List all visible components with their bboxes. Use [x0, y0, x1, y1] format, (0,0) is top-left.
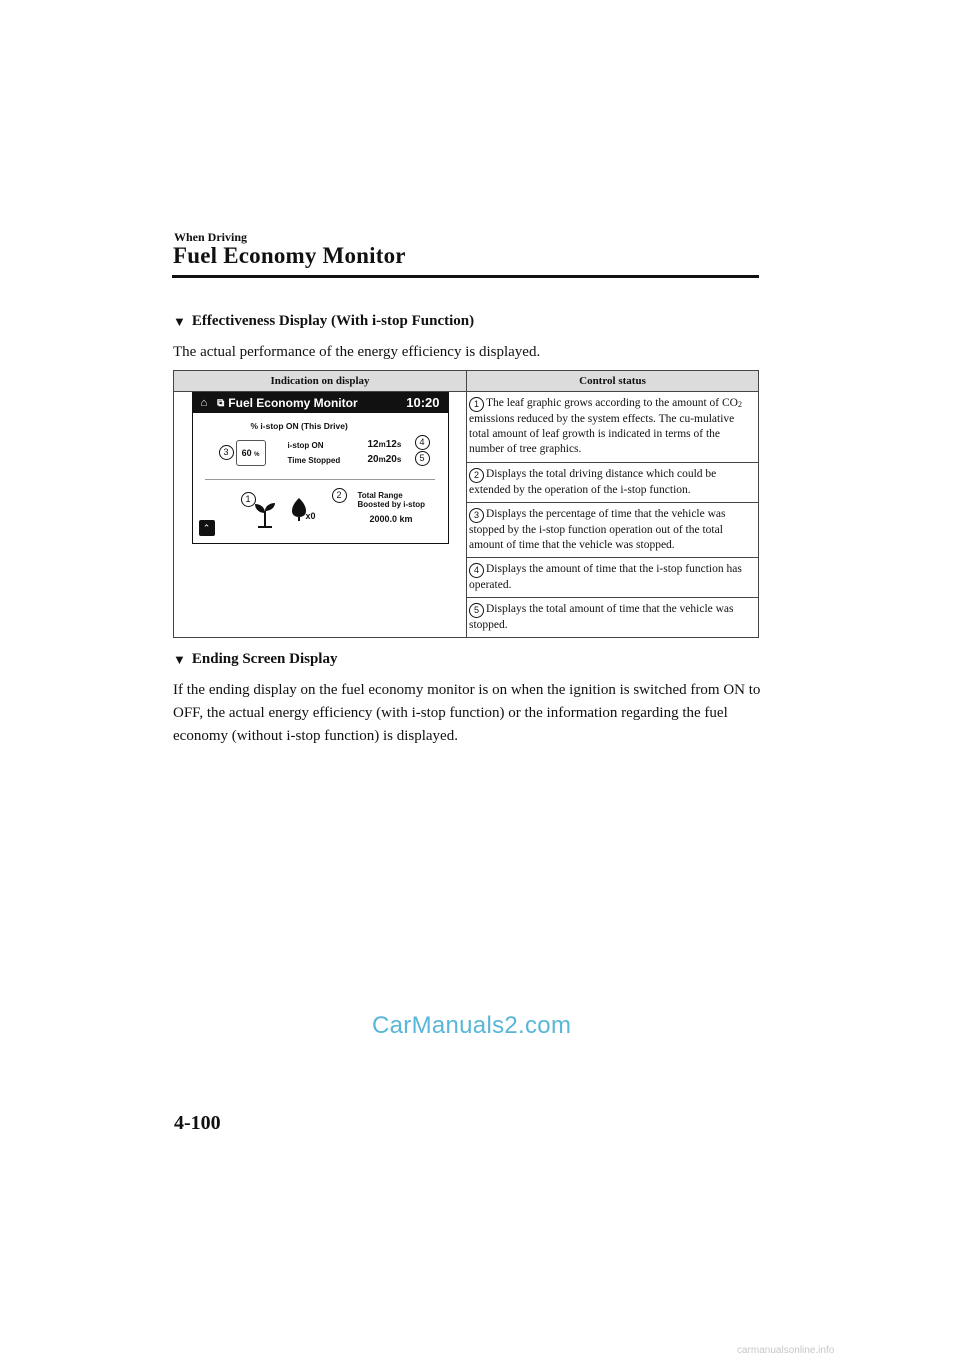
number-circle-5: 5 — [469, 603, 484, 618]
number-circle-3: 3 — [469, 508, 484, 523]
status-1-cell — [467, 392, 759, 463]
fuel-economy-screen — [192, 392, 449, 544]
home-icon: ⌂ — [200, 397, 208, 409]
tree-icon — [291, 497, 307, 521]
footer-url: carmanualsonline.info — [737, 1345, 835, 1356]
number-circle-2: 2 — [469, 468, 484, 483]
control-status-table — [173, 370, 759, 638]
callout-3: 3 — [219, 445, 234, 460]
status-2-text: Displays the total driving distance which could be extended by the operation of the i-stop function. — [469, 468, 717, 496]
screen-clock: 10:20 — [406, 395, 440, 410]
istop-on-sec: 12 — [385, 439, 397, 450]
number-circle-1: 1 — [469, 397, 484, 412]
callout-2: 2 — [332, 488, 347, 503]
boosted-label: Boosted by i-stop — [357, 500, 426, 509]
range-value: 2000.0 km — [369, 514, 413, 524]
status-3-text: Displays the percentage of time that the vehicle was stopped by the i-stop function operation out of the total amount of time that the vehicle was stopped. — [469, 508, 726, 551]
istop-on-label: i-stop ON — [287, 441, 324, 450]
section-heading-effectiveness — [173, 313, 474, 330]
istop-on-min-unit: m — [378, 440, 386, 449]
table-row — [174, 392, 759, 463]
screen-title: Fuel Economy Monitor — [228, 396, 358, 410]
callout-5: 5 — [415, 451, 430, 466]
gauge-value: 60 — [241, 448, 252, 458]
total-range-label: Total Range — [357, 491, 403, 500]
ending-paragraph: If the ending display on the fuel economy monitor is on when the ignition is switched from ON to OFF, the actual energy efficiency (with i-stop function) or the information regarding the fuel economy (without i-stop function) is displayed. — [173, 682, 761, 744]
time-stopped-sec: 20 — [385, 454, 397, 465]
istop-on-min: 12 — [367, 439, 379, 450]
table-header-row — [174, 371, 759, 392]
status-4-cell — [467, 558, 759, 598]
display-figure-cell — [174, 392, 467, 638]
time-stopped-sec-unit: s — [396, 455, 402, 464]
screen-subtitle: % i-stop ON (This Drive) — [250, 421, 348, 431]
section-heading-text: Ending Screen Display — [191, 651, 338, 667]
table-header-indication: Indication on display — [174, 371, 467, 392]
sprout-icon — [253, 498, 277, 528]
app-icon: ⧉ — [217, 397, 225, 409]
co2-subscript: 2 — [737, 400, 742, 409]
status-3-cell — [467, 503, 759, 558]
callout-4: 4 — [415, 435, 430, 450]
status-1-text-b: emissions reduced by the system effects. The cu-mulative total amount of leaf growth is indicated in terms of the number of tree graphics. — [469, 413, 735, 455]
time-stopped-min-unit: m — [378, 455, 386, 464]
istop-on-time — [368, 439, 402, 450]
title-rule — [172, 275, 759, 278]
time-stopped-min: 20 — [367, 454, 379, 465]
section-kicker: When Driving — [174, 230, 248, 244]
screen-divider — [205, 479, 435, 480]
time-stopped-label: Time Stopped — [287, 456, 341, 465]
triangle-bullet-icon: ▼ — [173, 313, 186, 329]
istop-percent-gauge — [236, 440, 266, 466]
page-title: Fuel Economy Monitor — [173, 243, 406, 268]
section-heading-text: Effectiveness Display (With i-stop Function) — [191, 313, 475, 329]
intro-paragraph: The actual performance of the energy efficiency is displayed. — [173, 344, 541, 360]
table-header-control-status: Control status — [467, 371, 759, 392]
tree-count: x0 — [305, 511, 316, 521]
status-5-cell — [467, 598, 759, 638]
status-4-text: Displays the amount of time that the i-stop function has operated. — [469, 563, 742, 591]
time-stopped-value — [368, 454, 402, 465]
number-circle-4: 4 — [469, 563, 484, 578]
gauge-unit: % — [254, 452, 260, 458]
section-heading-ending — [173, 651, 337, 668]
page-number: 4-100 — [174, 1112, 221, 1134]
status-2-cell — [467, 463, 759, 503]
status-5-text: Displays the total amount of time that the vehicle was stopped. — [469, 603, 734, 631]
back-icon: ⌃ — [199, 520, 215, 536]
screen-title-bar — [193, 393, 448, 413]
watermark-logo: CarManuals2.com — [372, 1012, 572, 1039]
triangle-bullet-icon: ▼ — [173, 651, 186, 667]
status-1-text-a: The leaf graphic grows according to the amount of CO — [486, 397, 738, 409]
callout-1: 1 — [241, 492, 256, 507]
istop-on-sec-unit: s — [396, 440, 402, 449]
